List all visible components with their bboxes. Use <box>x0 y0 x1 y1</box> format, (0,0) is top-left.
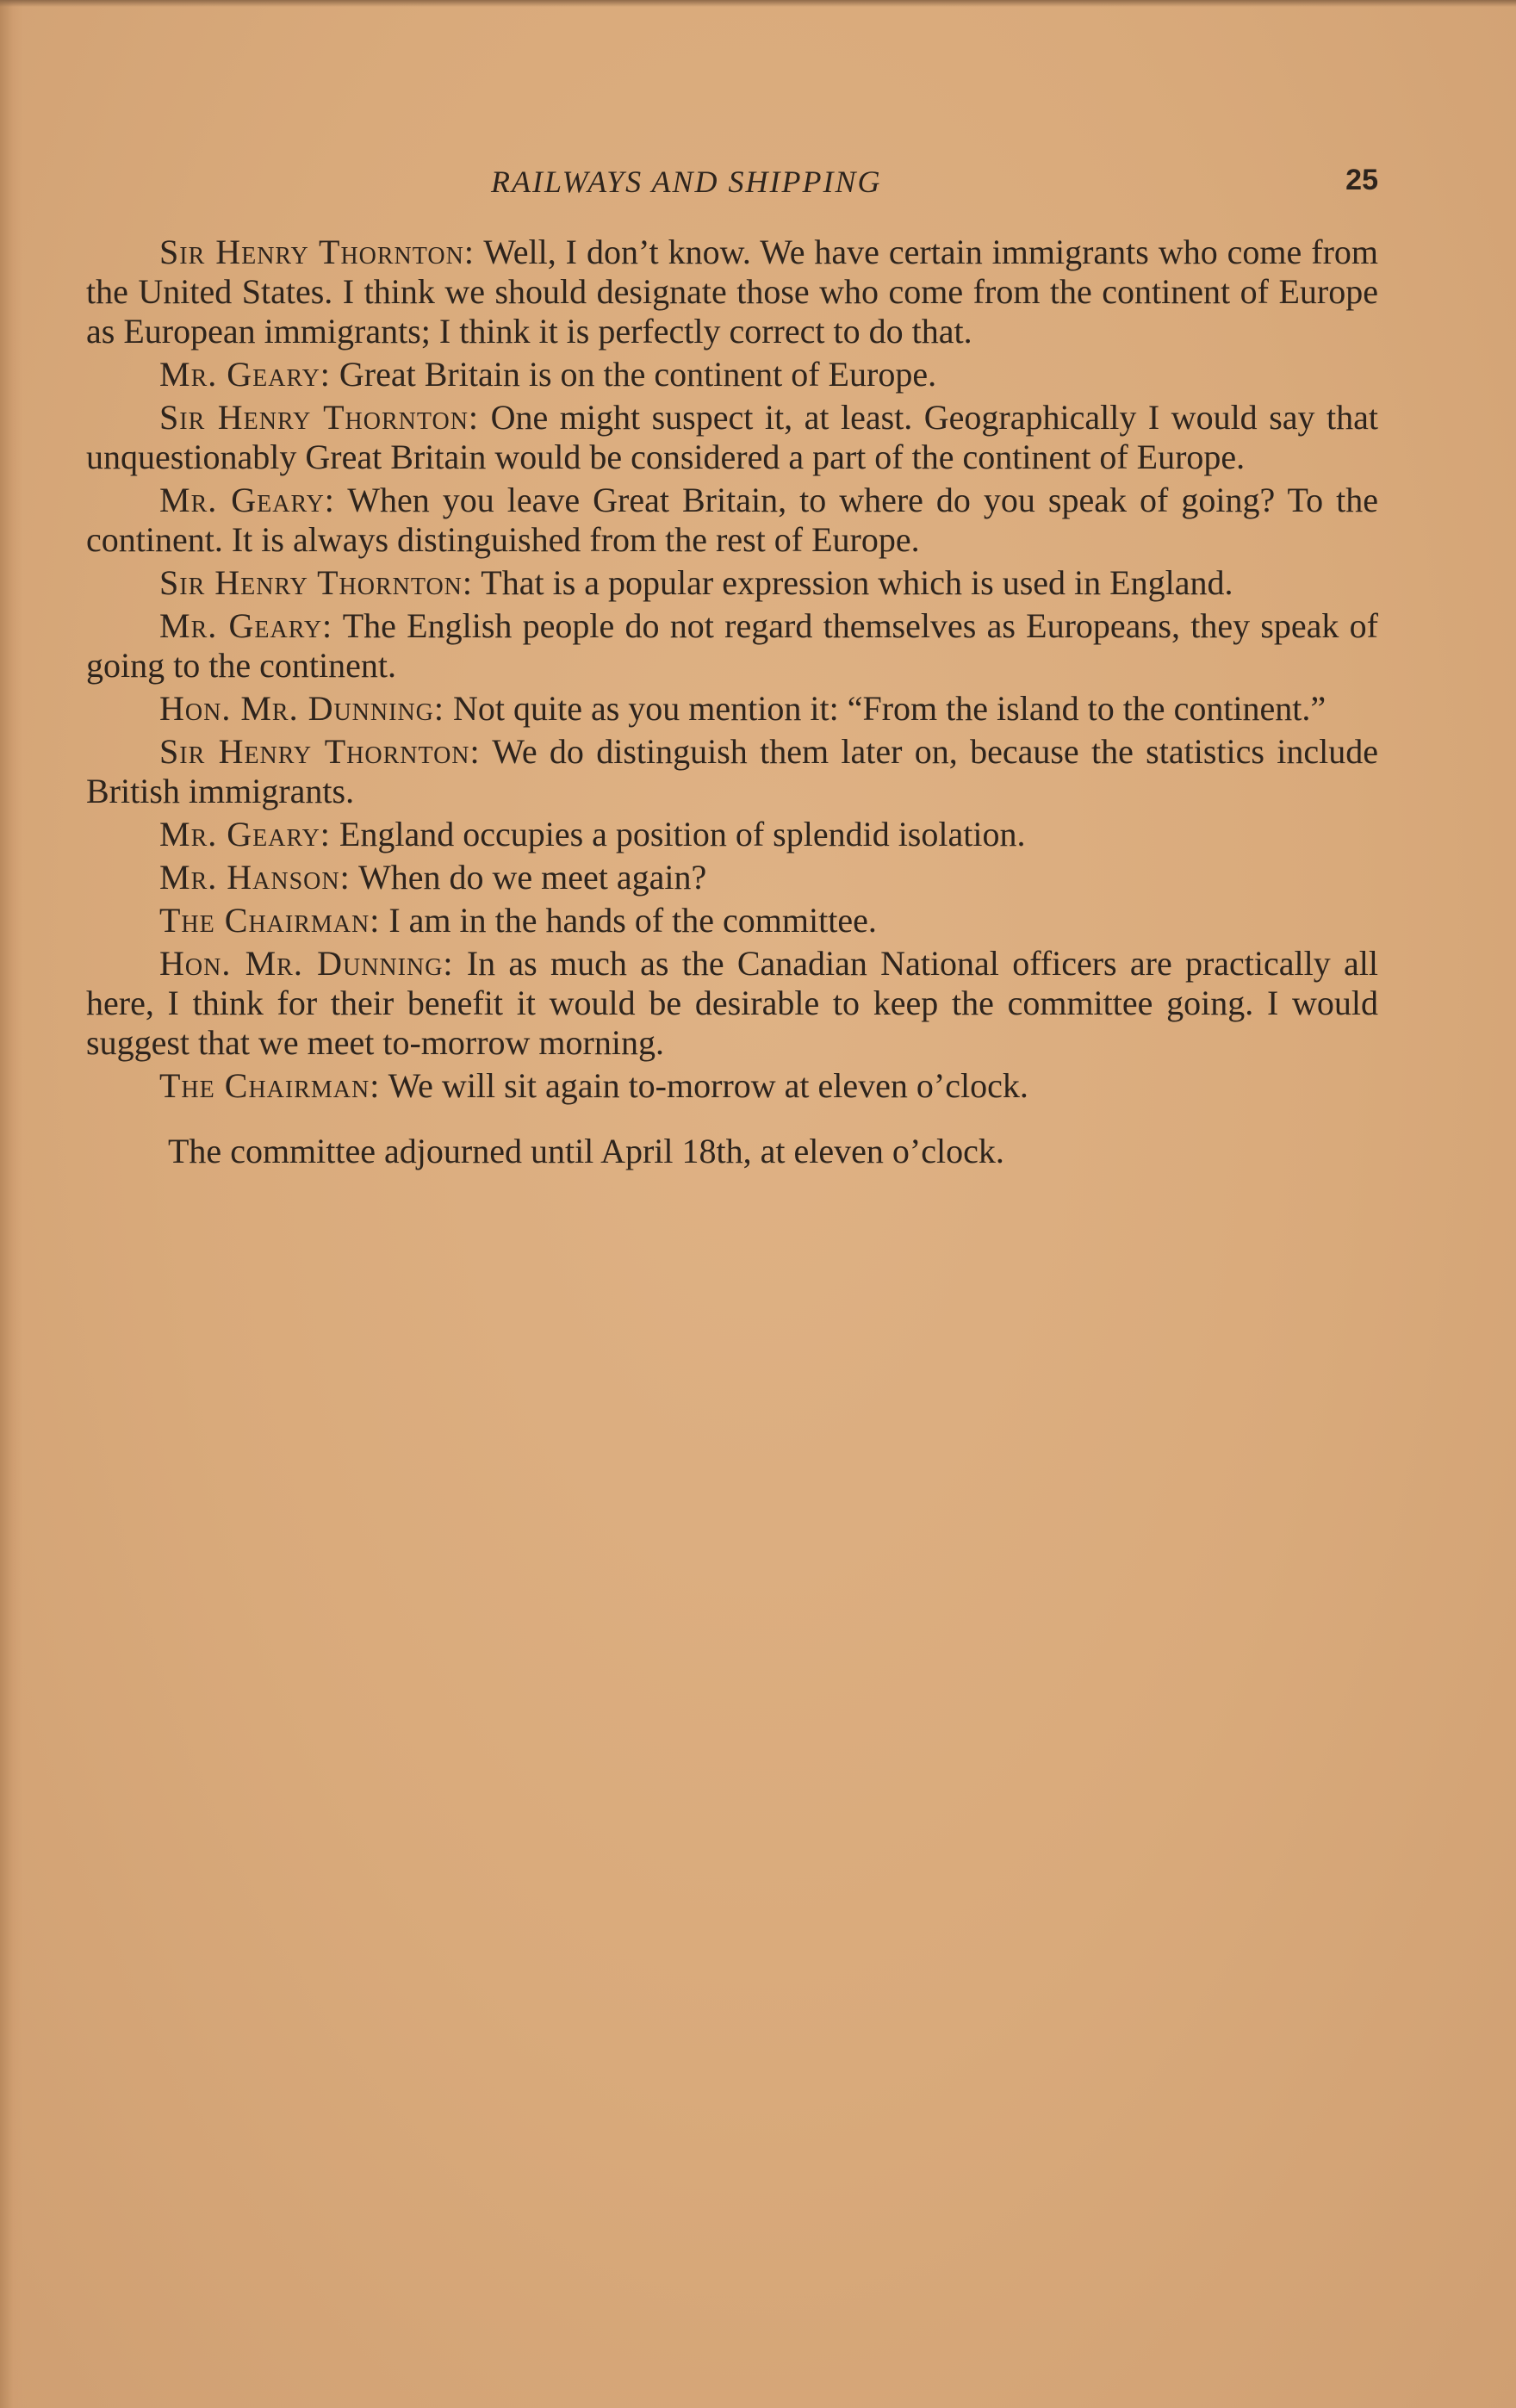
speech-text: Well, I don’t know. We have certain immigrants who come from the United States. I think we should designate those who come from the continent of Europe as European immigrants; I think it is perfectly correct to do that. <box>86 233 1379 351</box>
speaker-name: Sir Henry Thornton: <box>159 563 474 602</box>
transcript-paragraph <box>86 355 1378 394</box>
speaker-name: Mr. Hanson: <box>159 858 351 897</box>
transcript-paragraph <box>86 732 1378 811</box>
adjournment-note: The committee adjourned until April 18th, at eleven o’clock. <box>168 1132 1004 1170</box>
speaker-name: Hon. Mr. Dunning: <box>159 689 444 728</box>
speech-text: I am in the hands of the committee. <box>388 901 877 940</box>
transcript-paragraph <box>86 901 1378 940</box>
transcript-body <box>86 233 1378 1175</box>
speech-text: When do we meet again? <box>357 858 707 897</box>
speaker-name: The Chairman: <box>159 901 381 940</box>
speech-text: That is a popular expression which is used in England. <box>481 563 1233 602</box>
transcript-paragraph <box>86 815 1378 854</box>
transcript-paragraph <box>86 233 1378 351</box>
transcript-paragraph <box>86 944 1378 1063</box>
speech-text: England occupies a position of splendid isolation. <box>339 815 1026 853</box>
page-left-edge <box>0 0 22 2408</box>
speech-text: When you leave Great Britain, to where do you speak of going? To the continent. It is always distinguished from the rest of Europe. <box>86 481 1379 559</box>
speech-text: In as much as the Canadian National officers are practically all here, I think for their benefit it would be desirable to keep the committee going. I would suggest that we meet to-morrow morning. <box>86 944 1379 1062</box>
speech-text: We do distinguish them later on, because the statistics include British immigrants. <box>86 732 1379 810</box>
speaker-name: Sir Henry Thornton: <box>159 732 481 771</box>
speaker-name: Mr. Geary: <box>159 481 335 519</box>
speech-text: We will sit again to-morrow at eleven o’clock. <box>388 1066 1028 1105</box>
speech-text: The English people do not regard themselves as Europeans, they speak of going to the continent. <box>86 606 1379 685</box>
speech-text: Not quite as you mention it: “From the island to the continent.” <box>453 689 1326 728</box>
speaker-name: The Chairman: <box>159 1066 381 1105</box>
transcript-paragraph <box>86 1066 1378 1106</box>
page-number: 25 <box>1345 164 1378 196</box>
speaker-name: Sir Henry Thornton: <box>159 233 475 271</box>
speaker-name: Mr. Geary: <box>159 815 331 853</box>
running-header <box>86 164 1378 207</box>
speaker-name: Mr. Geary: <box>159 355 331 394</box>
speech-text: Great Britain is on the continent of Europe. <box>339 355 937 394</box>
transcript-paragraph <box>86 858 1378 897</box>
transcript-paragraph <box>86 606 1378 686</box>
transcript-paragraph <box>86 481 1378 560</box>
transcript-paragraph <box>86 398 1378 477</box>
transcript-paragraph <box>86 563 1378 603</box>
speaker-name: Sir Henry Thornton: <box>159 398 480 437</box>
page-top-edge <box>0 0 1516 7</box>
transcript-paragraph <box>86 689 1378 729</box>
speaker-name: Mr. Geary: <box>159 606 333 645</box>
speech-text: One might suspect it, at least. Geographically I would say that unquestionably Great Britain would be considered a part of the continent of Europe. <box>86 398 1379 476</box>
speaker-name: Hon. Mr. Dunning: <box>159 944 454 983</box>
running-title: RAILWAYS AND SHIPPING <box>491 164 882 199</box>
